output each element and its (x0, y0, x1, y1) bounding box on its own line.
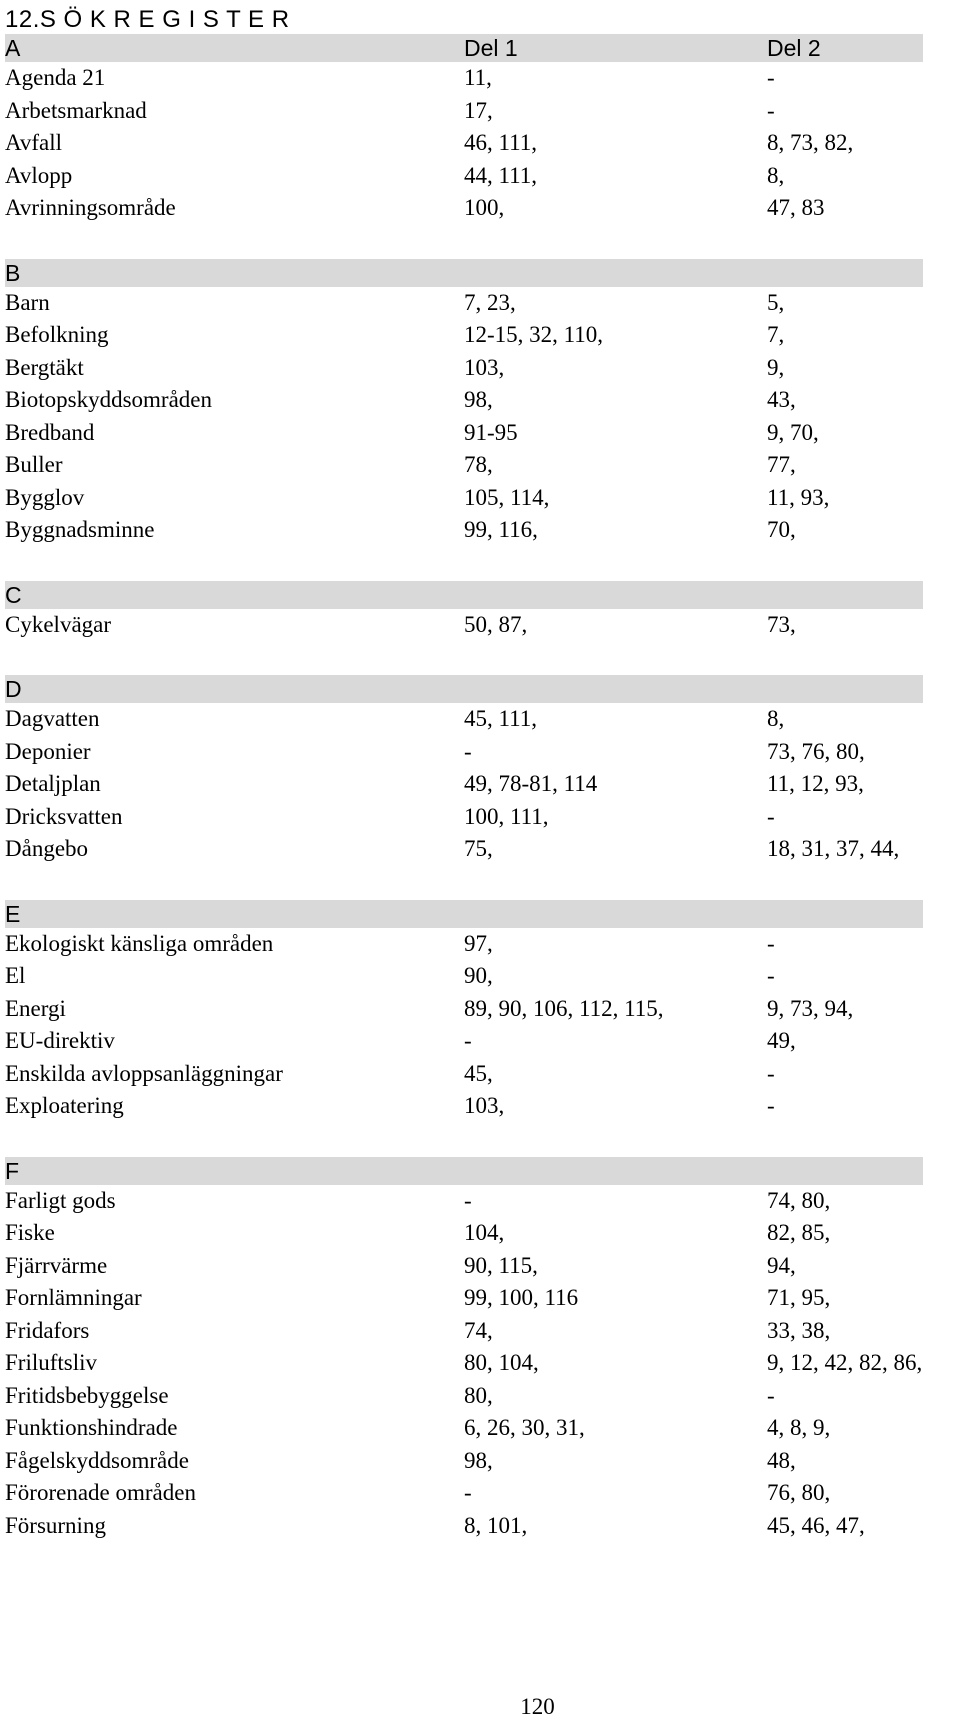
entry-term: Dångebo (5, 836, 89, 862)
index-entry-row (5, 319, 923, 352)
entry-pages-del1: 50, 87, (464, 611, 528, 637)
entry-pages-del2: 4, 8, 9, (767, 1415, 831, 1441)
entry-pages-del1: 74, (464, 1317, 493, 1343)
entry-pages-del2: 45, 46, 47, (767, 1512, 865, 1538)
section-spacer (5, 547, 923, 581)
entry-term: Byggnadsminne (5, 517, 155, 543)
entry-term: Detaljplan (5, 771, 101, 797)
index-entry-row (5, 514, 923, 547)
entry-pages-del2: 5, (767, 289, 785, 315)
index-entry-row (5, 1510, 923, 1543)
page-number: 120 (520, 1694, 555, 1719)
entry-term: Friluftsliv (5, 1350, 98, 1376)
entry-pages-del1: 99, 116, (464, 517, 538, 543)
entry-term: Fridafors (5, 1317, 90, 1343)
index-sections (5, 34, 923, 1542)
entry-pages-del2: 49, (767, 1028, 796, 1054)
entry-pages-del2: - (767, 930, 775, 956)
index-entry-row (5, 127, 923, 160)
entry-term: Fiske (5, 1220, 55, 1246)
entry-pages-del2: - (767, 963, 775, 989)
entry-pages-del2: 18, 31, 37, 44, (767, 836, 900, 862)
entry-pages-del2: 8, (767, 706, 785, 732)
entry-pages-del2: 76, 80, (767, 1480, 831, 1506)
entry-pages-del2: 94, (767, 1252, 796, 1278)
index-entry-row (5, 928, 923, 961)
index-entry-row (5, 1445, 923, 1478)
entry-pages-del2: 7, (767, 322, 785, 348)
entry-pages-del1: 80, 104, (464, 1350, 539, 1376)
entry-pages-del2: - (767, 803, 775, 829)
entry-pages-del1: 11, (464, 65, 492, 91)
entry-pages-del1: 100, (464, 195, 505, 221)
index-entry-row (5, 736, 923, 769)
index-entry-row (5, 768, 923, 801)
entry-pages-del1: 89, 90, 106, 112, 115, (464, 995, 664, 1021)
index-entry-row (5, 287, 923, 320)
entry-pages-del1: 45, 111, (464, 706, 538, 732)
section-letter: D (5, 676, 22, 702)
section-letter: F (5, 1157, 20, 1184)
entry-term: Bygglov (5, 484, 85, 510)
entry-pages-del2: 33, 38, (767, 1317, 831, 1343)
entry-term: Fritidsbebyggelse (5, 1382, 169, 1408)
entry-pages-del1: 12-15, 32, 110, (464, 322, 604, 348)
index-entry-row (5, 1185, 923, 1218)
entry-term: Avlopp (5, 162, 73, 188)
entry-term: Biotopskyddsområden (5, 387, 212, 413)
index-entry-row (5, 1347, 923, 1380)
entry-term: Buller (5, 452, 63, 478)
entry-pages-del2: 47, 83 (767, 195, 825, 221)
section-header (5, 581, 923, 609)
entry-pages-del2: 70, (767, 517, 796, 543)
entry-term: Fornlämningar (5, 1285, 142, 1311)
entry-pages-del2: - (767, 1093, 775, 1119)
index-entry-row (5, 1250, 923, 1283)
entry-pages-del1: - (464, 1028, 472, 1054)
index-entry-row (5, 833, 923, 866)
entry-pages-del2: 11, 93, (767, 484, 830, 510)
entry-pages-del1: 6, 26, 30, 31, (464, 1415, 585, 1441)
index-entry-row (5, 1315, 923, 1348)
entry-term: Förorenade områden (5, 1480, 196, 1506)
entry-pages-del1: - (464, 1187, 472, 1213)
section-spacer (5, 641, 923, 675)
entry-term: Agenda 21 (5, 65, 106, 91)
index-entry-row (5, 352, 923, 385)
entry-pages-del1: 91-95 (464, 419, 518, 445)
entry-term: Ekologiskt känsliga områden (5, 930, 274, 956)
index-entry-row (5, 801, 923, 834)
entry-pages-del2: 82, 85, (767, 1220, 831, 1246)
entry-term: Försurning (5, 1512, 106, 1538)
index-entry-row (5, 417, 923, 450)
entry-pages-del1: 99, 100, 116 (464, 1285, 579, 1311)
index-entry-row (5, 95, 923, 128)
entry-pages-del1: 98, (464, 387, 493, 413)
entry-term: Fjärrvärme (5, 1252, 108, 1278)
entry-term: Enskilda avloppsanläggningar (5, 1060, 283, 1086)
index-section (5, 259, 923, 581)
index-entry-row (5, 449, 923, 482)
section-letter: E (5, 900, 21, 927)
entry-pages-del1: 17, (464, 97, 493, 123)
entry-term: Deponier (5, 738, 91, 764)
entry-pages-del2: 48, (767, 1447, 796, 1473)
index-section (5, 34, 923, 259)
entry-pages-del1: 104, (464, 1220, 505, 1246)
index-entry-row (5, 1380, 923, 1413)
entry-term: Avrinningsområde (5, 195, 176, 221)
entry-pages-del2: 11, 12, 93, (767, 771, 864, 797)
index-section (5, 1157, 923, 1543)
entry-term: El (5, 963, 26, 989)
entry-pages-del2: 9, 73, 94, (767, 995, 854, 1021)
entry-pages-del2: 9, (767, 354, 785, 380)
index-entry-row (5, 703, 923, 736)
entry-pages-del1: - (464, 1480, 472, 1506)
section-header (5, 1157, 923, 1185)
entry-term: Funktionshindrade (5, 1415, 178, 1441)
entry-pages-del1: 8, 101, (464, 1512, 528, 1538)
index-entry-row (5, 384, 923, 417)
entry-pages-del1: 46, 111, (464, 130, 538, 156)
index-entry-row (5, 1477, 923, 1510)
index-entry-row (5, 192, 923, 225)
entry-term: Dagvatten (5, 706, 100, 732)
entry-pages-del2: - (767, 1060, 775, 1086)
column-header-del1: Del 1 (464, 35, 518, 61)
entry-pages-del1: 44, 111, (464, 162, 538, 188)
index-entry-row (5, 62, 923, 95)
entry-pages-del2: 43, (767, 387, 796, 413)
index-entry-row (5, 1090, 923, 1123)
section-header (5, 34, 923, 62)
entry-pages-del1: 75, (464, 836, 493, 862)
entry-pages-del2: 8, 73, 82, (767, 130, 854, 156)
entry-pages-del2: 73, 76, 80, (767, 738, 865, 764)
index-entry-row (5, 160, 923, 193)
index-entry-row (5, 1282, 923, 1315)
section-letter: B (5, 259, 21, 286)
entry-pages-del2: 9, 12, 42, 82, 86, (767, 1350, 923, 1376)
entry-pages-del2: 9, 70, (767, 419, 819, 445)
entry-term: EU-direktiv (5, 1028, 115, 1054)
entry-term: Bredband (5, 419, 95, 445)
section-spacer (5, 1123, 923, 1157)
entry-pages-del1: 90, (464, 963, 493, 989)
entry-term: Fågelskyddsområde (5, 1447, 189, 1473)
entry-pages-del1: 78, (464, 452, 493, 478)
section-header (5, 675, 923, 703)
entry-pages-del1: 105, 114, (464, 484, 550, 510)
entry-pages-del2: - (767, 65, 775, 91)
section-letter: C (5, 581, 22, 608)
entry-pages-del1: 7, 23, (464, 289, 516, 315)
entry-pages-del1: 98, (464, 1447, 493, 1473)
entry-pages-del1: 97, (464, 930, 493, 956)
entry-pages-del1: 90, 115, (464, 1252, 538, 1278)
column-header-del2: Del 2 (767, 35, 821, 61)
entry-term: Farligt gods (5, 1187, 116, 1213)
entry-pages-del2: - (767, 97, 775, 123)
entry-pages-del1: 80, (464, 1382, 493, 1408)
index-entry-row (5, 993, 923, 1026)
entry-pages-del2: 77, (767, 452, 796, 478)
entry-pages-del2: 8, (767, 162, 785, 188)
index-title: 12.S Ö K R E G I S T E R (5, 6, 290, 33)
entry-term: Dricksvatten (5, 803, 123, 829)
section-spacer (5, 225, 923, 259)
entry-term: Befolkning (5, 322, 109, 348)
section-header (5, 900, 923, 928)
entry-term: Arbetsmarknad (5, 97, 147, 123)
index-entry-row (5, 1412, 923, 1445)
index-entry-row (5, 960, 923, 993)
index-entry-row (5, 482, 923, 515)
entry-pages-del2: 74, 80, (767, 1187, 831, 1213)
entry-pages-del2: 73, (767, 611, 796, 637)
index-section (5, 900, 923, 1157)
section-letter: A (5, 35, 21, 61)
entry-pages-del1: 45, (464, 1060, 493, 1086)
entry-term: Barn (5, 289, 50, 315)
entry-term: Avfall (5, 130, 63, 156)
index-entry-row (5, 609, 923, 642)
entry-pages-del1: 100, 111, (464, 803, 549, 829)
index-section (5, 675, 923, 900)
index-section (5, 581, 923, 676)
index-page (5, 6, 923, 1542)
index-entry-row (5, 1058, 923, 1091)
entry-term: Bergtäkt (5, 354, 84, 380)
entry-term: Cykelvägar (5, 611, 112, 637)
entry-term: Energi (5, 995, 66, 1021)
index-entry-row (5, 1025, 923, 1058)
entry-term: Exploatering (5, 1093, 124, 1119)
entry-pages-del1: 103, (464, 354, 505, 380)
entry-pages-del1: 49, 78-81, 114 (464, 771, 598, 797)
section-header (5, 259, 923, 287)
entry-pages-del1: - (464, 738, 472, 764)
index-entry-row (5, 1217, 923, 1250)
section-spacer (5, 866, 923, 900)
entry-pages-del2: 71, 95, (767, 1285, 831, 1311)
entry-pages-del2: - (767, 1382, 775, 1408)
entry-pages-del1: 103, (464, 1093, 505, 1119)
